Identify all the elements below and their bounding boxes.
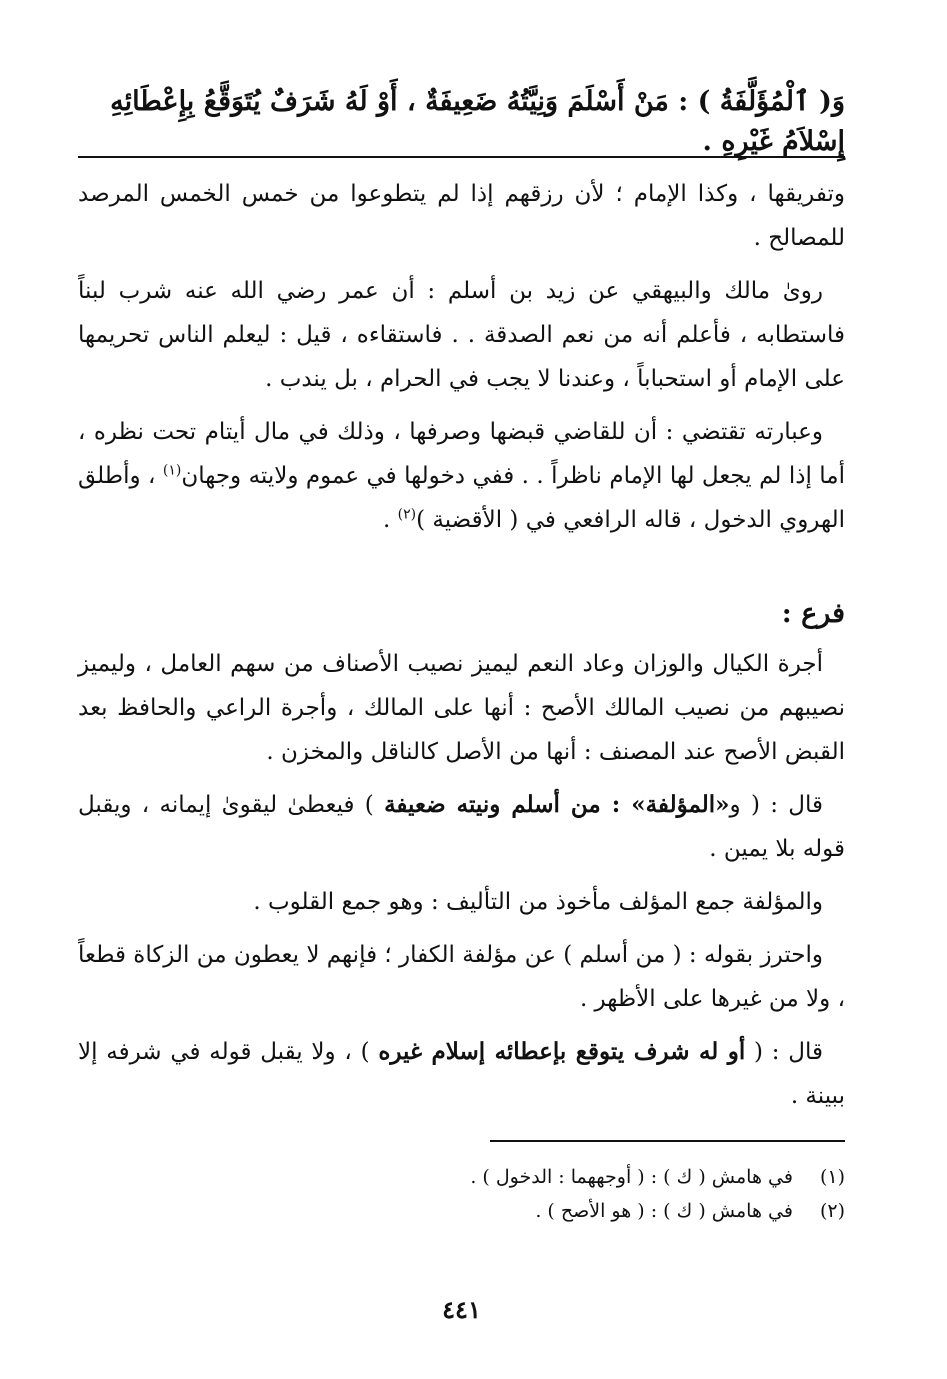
paragraph-5	[78, 783, 845, 871]
commentary-body	[78, 172, 845, 1127]
footnote-ref-1: (١)	[162, 462, 182, 479]
paragraph-5-pre: قال : ( و	[729, 792, 823, 818]
paragraph-5-quote: «المؤلفة» : من أسلم ونيته ضعيفة	[384, 791, 730, 818]
paragraph-3-text-c: .	[383, 507, 398, 533]
paragraph-3	[78, 410, 845, 542]
footnote-text: في هامش ( ك ) : ( هو الأصح ) .	[535, 1200, 793, 1222]
footnote-ref-2: (٢)	[397, 506, 417, 523]
paragraph-8-quote: أو له شرف يتوقع بإعطائه إسلام غيره	[378, 1038, 746, 1065]
paragraph-6: والمؤلفة جمع المؤلف مأخوذ من التأليف : وهو جمع القلوب .	[253, 889, 823, 915]
paragraph-2: روىٰ مالك والبيهقي عن زيد بن أسلم : أن عمر رضي الله عنه شرب لبناً فاستطابه ، فأعلم أنه من نعم الصدقة . . فاستقاءه ، قيل : ليعلم الناس تحريمها على الإمام أو استحباباً ، وعندنا لا يجب في الحرام ، بل يندب .	[78, 278, 845, 392]
paragraph-1: وتفريقها ، وكذا الإمام ؛ لأن رزقهم إذا لم يتطوعوا من خمس الخمس المرصد للمصالح .	[78, 181, 845, 251]
paragraph-7: واحترز بقوله : ( من أسلم ) عن مؤلفة الكفار ؛ فإنهم لا يعطون من الزكاة قطعاً ، ولا من غيرها على الأظهر .	[78, 942, 845, 1012]
footnote-number: (٢)	[819, 1200, 845, 1222]
paragraph-3-text-a: وعبارته تقتضي : أن للقاضي قبضها وصرفها ، وذلك في مال أيتام تحت نظره ، أما إذا لم يجعل لها الإمام ناظراً . . ففي دخولها في عموم ولايته وجهان	[78, 419, 845, 489]
footnote-2	[78, 1194, 845, 1228]
paragraph-8	[78, 1030, 845, 1118]
paragraph-4: أجرة الكيال والوزان وعاد النعم ليميز نصيب الأصناف من سهم العامل ، وليميز نصيبهم من نصيب المالك الأصح : أنها على المالك ، وأجرة الراعي والحافظ بعد القبض الأصح عند المصنف : أنها من الأصل كالناقل والمخزن .	[78, 651, 845, 765]
footnote-divider	[490, 1140, 845, 1142]
page-content	[78, 0, 845, 1379]
matn-divider	[78, 156, 845, 158]
footnote-number: (١)	[819, 1166, 845, 1188]
paragraph-5-post: ) فيعطىٰ ليقوىٰ إيمانه ، ويقبل قوله بلا يمين .	[78, 792, 845, 862]
matn-text: وَ( ٱلْمُؤَلَّفَةُ ) : مَنْ أَسْلَمَ وَنِيَّتُهُ ضَعِيفَةٌ ، أَوْ لَهُ شَرَفٌ يُتَوَقَّعُ بِإِعْطَائِهِ إِسْلاَمُ غَيْرِهِ .	[110, 86, 845, 157]
paragraph-8-post: ) ، ولا يقبل قوله في شرفه إلا ببينة .	[78, 1039, 845, 1109]
section-heading: فرع :	[781, 598, 845, 629]
footnote-1	[78, 1160, 845, 1194]
page-number: ٤٤١	[442, 1295, 481, 1324]
footnote-text: في هامش ( ك ) : ( أوجههما : الدخول ) .	[470, 1166, 793, 1188]
paragraph-3-text-b: ، وأطلق الهروي الدخول ، قاله الرافعي في ( الأقضية )	[78, 463, 845, 533]
paragraph-8-pre: قال : (	[745, 1039, 823, 1065]
footnotes	[78, 1160, 845, 1228]
